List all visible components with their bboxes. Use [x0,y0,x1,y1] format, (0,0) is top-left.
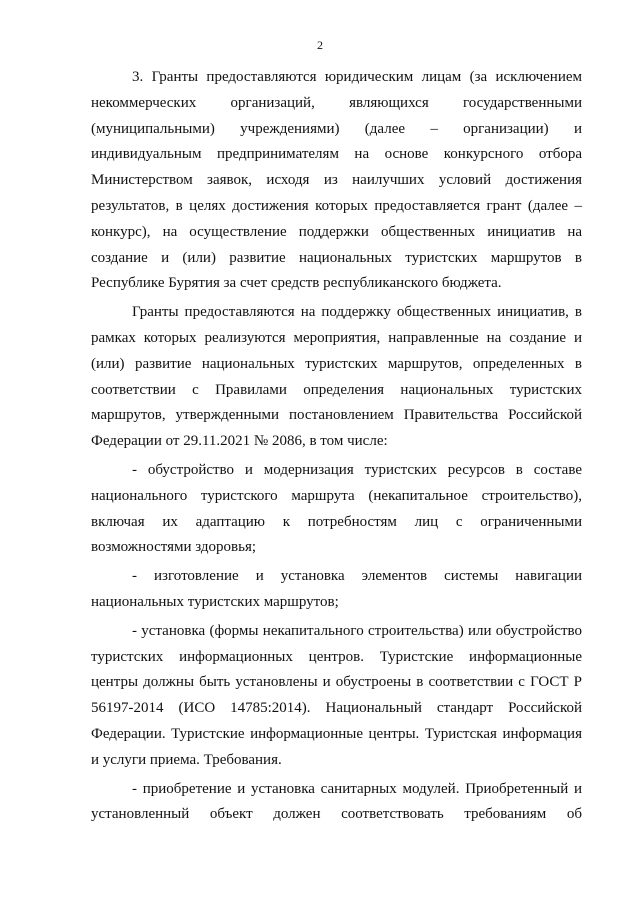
paragraph-grant-purpose: Гранты предоставляются на поддержку общественных инициатив, в рамках которых реализуются мероприятия, направленные на создание и (или) развитие национальных туристских маршрутов, определенных в соответствии с Правилами определения национальных туристских маршрутов, утвержденными постановлением Правительства Российской Федерации от 29.11.2021 № 2086, в том числе: [91,304,582,450]
page-number: 2 [317,38,323,52]
list-item-info-centers: - установка (формы некапитального строительства) или обустройство туристских информационных центров. Туристские информационные центры должны быть установлены и обустроены в соответствии с ГОСТ Р 56197-2014 (ИСО 14785:2014). Национальный стандарт Российской Федерации. Туристские информационные центры. Туристская информация и услуги приема. Требования. [91,622,582,768]
document-body [91,65,582,831]
list-item-sanitary-modules: - приобретение и установка санитарных модулей. Приобретенный и установленный объект должен соответствовать требованиям об [91,780,582,823]
paragraph-grant-recipients: 3. Гранты предоставляются юридическим лицам (за исключением некоммерческих организаций, являющихся государственными (муниципальными) учреждениями) (далее – организации) и индивидуальным предпринимателям на основе конкурсного отбора Министерством заявок, исходя из наилучших условий достижения результатов, в целях достижения которых предоставляется грант (далее – конкурс), на осуществление поддержки общественных инициатив на создание и (или) развитие национальных туристских маршрутов в Республике Бурятия за счет средств республиканского бюджета. [91,69,582,292]
list-item-resources: - обустройство и модернизация туристских ресурсов в составе национального туристского маршрута (некапитальное строительство), включая их адаптацию к потребностям лиц с ограниченными возможностями здоровья; [91,461,582,556]
list-item-navigation: - изготовление и установка элементов системы навигации национальных туристских маршрутов; [91,568,582,610]
